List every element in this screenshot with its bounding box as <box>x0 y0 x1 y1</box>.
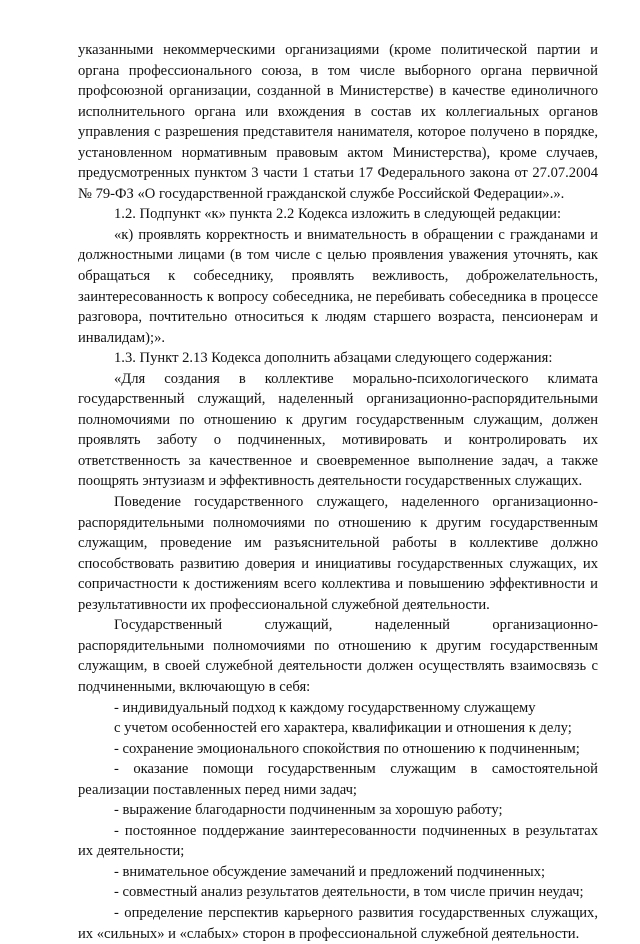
paragraph-1-2: 1.2. Подпункт «к» пункта 2.2 Кодекса изложить в следующей редакции: <box>114 206 562 223</box>
list-item-gratitude: - выражение благодарности подчиненным за хорошую работу; <box>114 802 503 819</box>
paragraph-1-3: 1.3. Пункт 2.13 Кодекса дополнить абзацами следующего содержания: <box>114 350 553 367</box>
paragraph-interaction: Государственный служащий, наделенный организационно-распорядительными полномочиями по отношению к другим государственным служащим, в своей служебной деятельности должен осуществлять взаимосвязь с подчиненными, включающую в себя: <box>78 617 598 695</box>
list-item-individual-approach-cont: с учетом особенностей его характера, квалификации и отношения к делу; <box>114 720 572 737</box>
paragraph-behavior: Поведение государственного служащего, наделенного организационно-распорядительными полномочиями по отношению к другим государственным служащим, проведение им разъяснительной работы в коллективе должно способствовать развитию доверия и инициативы государственных служащих, их сопричастности к достижениям всего коллектива и повышению эффективности и результативности их профессиональной служебной деятельности. <box>78 494 598 613</box>
list-item-individual-approach: - индивидуальный подход к каждому государственному служащему <box>114 699 536 716</box>
paragraph-climate: «Для создания в коллективе морально-психологического климата государственный служащий, наделенный организационно-распорядительными полномочиями по отношению к другим государственным служащим, должен проявлять заботу о подчиненных, мотивировать и контролировать их ответственность за качественное и своевременное выполнение задач, а также поощрять энтузиазм и эффективность деятельности государственных служащих. <box>78 370 598 490</box>
paragraph-subitem-k: «к) проявлять корректность и внимательность в обращении с гражданами и должностными лицами (в том числе с целью проявления уважения уточнять, как обращаться к собеседнику, проявлять вежливость, доброжелательность, заинтересованность к вопросу собеседника, не перебивать собеседника в процессе разговора, почтительно относиться к людям старшего возраста, пенсионерам и инвалидам);». <box>78 226 598 346</box>
paragraph-continuation: указанными некоммерческими организациями (кроме политической партии и органа профессионального союза, в том числе выборного органа первичной профсоюзной организации, созданной в Министерстве) в качестве единоличного исполнительного органа или вхождения в состав их коллегиальных органов управления с разрешения представителя нанимателя, которое получено в порядке, установленном нормативным правовым актом Министерства), кроме случаев, предусмотренных пунктом 3 части 1 статьи 17 Федерального закона от 27.07.2004 № 79-ФЗ «О государственной гражданской службе Российской Федерации».». <box>78 42 598 202</box>
list-item-assistance: - оказание помощи государственным служащим в самостоятельной реализации поставленных перед ними задач; <box>78 761 598 798</box>
list-item-career-prospects: - определение перспектив карьерного развития государственных служащих, их «сильных» и «слабых» сторон в профессиональной служебной деятельности. <box>78 904 598 942</box>
document-page <box>78 40 598 944</box>
list-item-interest: - постоянное поддержание заинтересованности подчиненных в результатах их деятельности; <box>78 822 598 860</box>
list-item-emotional-calm: - сохранение эмоционального спокойствия по отношению к подчиненным; <box>114 740 580 757</box>
list-item-joint-analysis: - совместный анализ результатов деятельности, в том числе причин неудач; <box>114 884 584 901</box>
list-item-discussion: - внимательное обсуждение замечаний и предложений подчиненных; <box>114 863 546 880</box>
